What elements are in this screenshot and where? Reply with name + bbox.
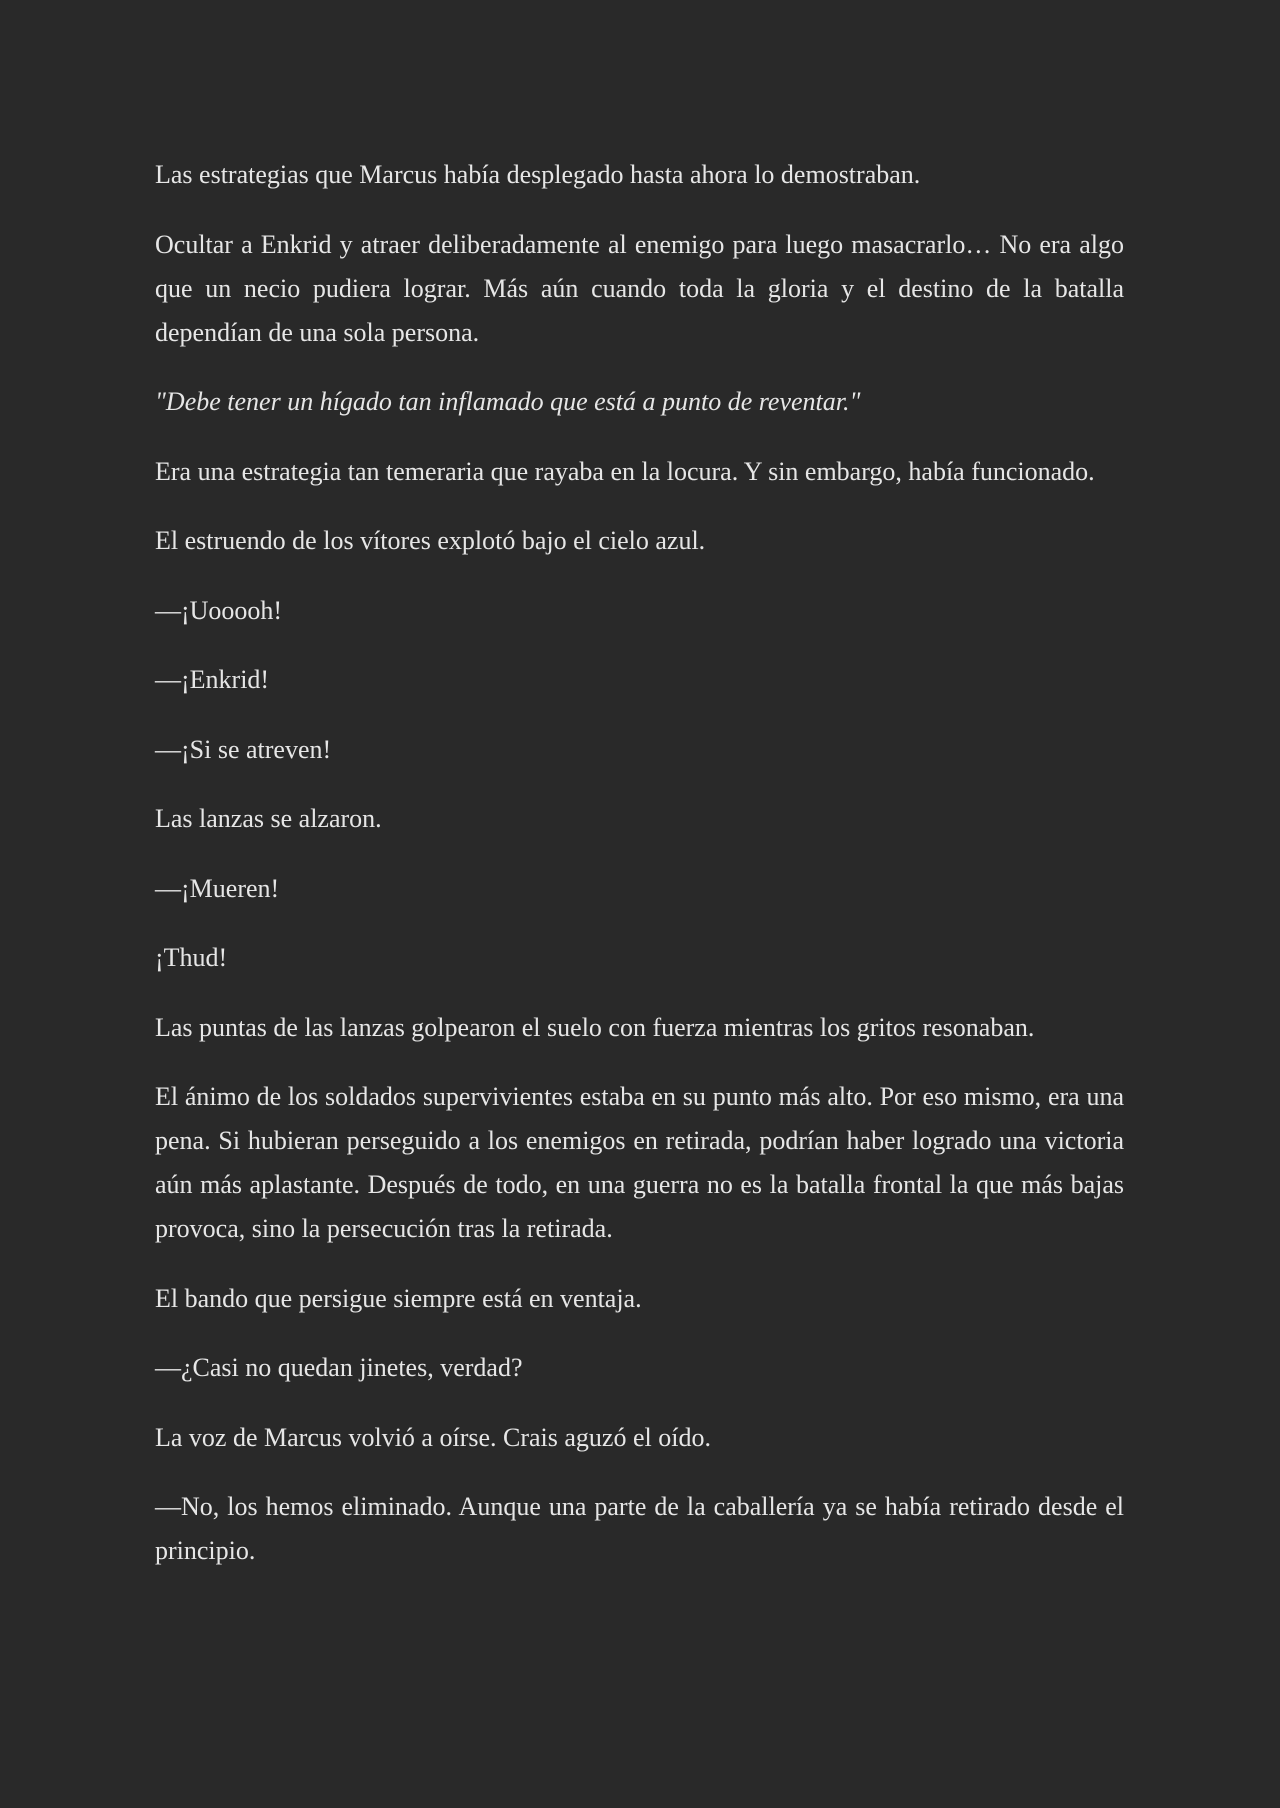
paragraph-9: Las lanzas se alzaron. <box>155 804 382 833</box>
paragraph-6-dialogue: —¡Uooooh! <box>155 595 283 625</box>
paragraph-7-dialogue: —¡Enkrid! <box>155 665 270 694</box>
paragraph-2: Ocultar a Enkrid y atraer deliberadamente al enemigo para luego masacrarlo… No era algo que un necio pudiera lograr. Más aún cuando toda la gloria y el destino de la batalla dependían de una sola persona. <box>155 229 1124 347</box>
paragraph-1: Las estrategias que Marcus había desplegado hasta ahora lo demostraban. <box>155 160 921 189</box>
paragraph-16: La voz de Marcus volvió a oírse. Crais aguzó el oído. <box>155 1422 711 1452</box>
paragraph-4: Era una estrategia tan temeraria que rayaba en la locura. Y sin embargo, había funcionado. <box>155 456 1095 486</box>
paragraph-10-dialogue: —¡Mueren! <box>155 873 280 903</box>
paragraph-11-sound: ¡Thud! <box>155 943 228 972</box>
paragraph-8-dialogue: —¡Si se atreven! <box>155 734 332 764</box>
paragraph-13: El ánimo de los soldados supervivientes estaba en su punto más alto. Por eso mismo, era una pena. Si hubieran perseguido a los enemigos en retirada, podrían haber logrado una victoria aún más aplastante. Después de todo, en una guerra no es la batalla frontal la que más bajas provoca, sino la persecución tras la retirada. <box>155 1082 1124 1243</box>
paragraph-3-italic-thought: "Debe tener un hígado tan inflamado que está a punto de reventar." <box>155 387 861 416</box>
paragraph-12: Las puntas de las lanzas golpearon el suelo con fuerza mientras los gritos resonaban. <box>155 1012 1035 1042</box>
paragraph-14: El bando que persigue siempre está en ventaja. <box>155 1283 642 1313</box>
paragraph-17-dialogue: —No, los hemos eliminado. Aunque una parte de la caballería ya se había retirado desde el principio. <box>155 1492 1124 1565</box>
paragraph-15-dialogue: —¿Casi no quedan jinetes, verdad? <box>155 1353 523 1382</box>
paragraph-5: El estruendo de los vítores explotó bajo el cielo azul. <box>155 526 706 555</box>
